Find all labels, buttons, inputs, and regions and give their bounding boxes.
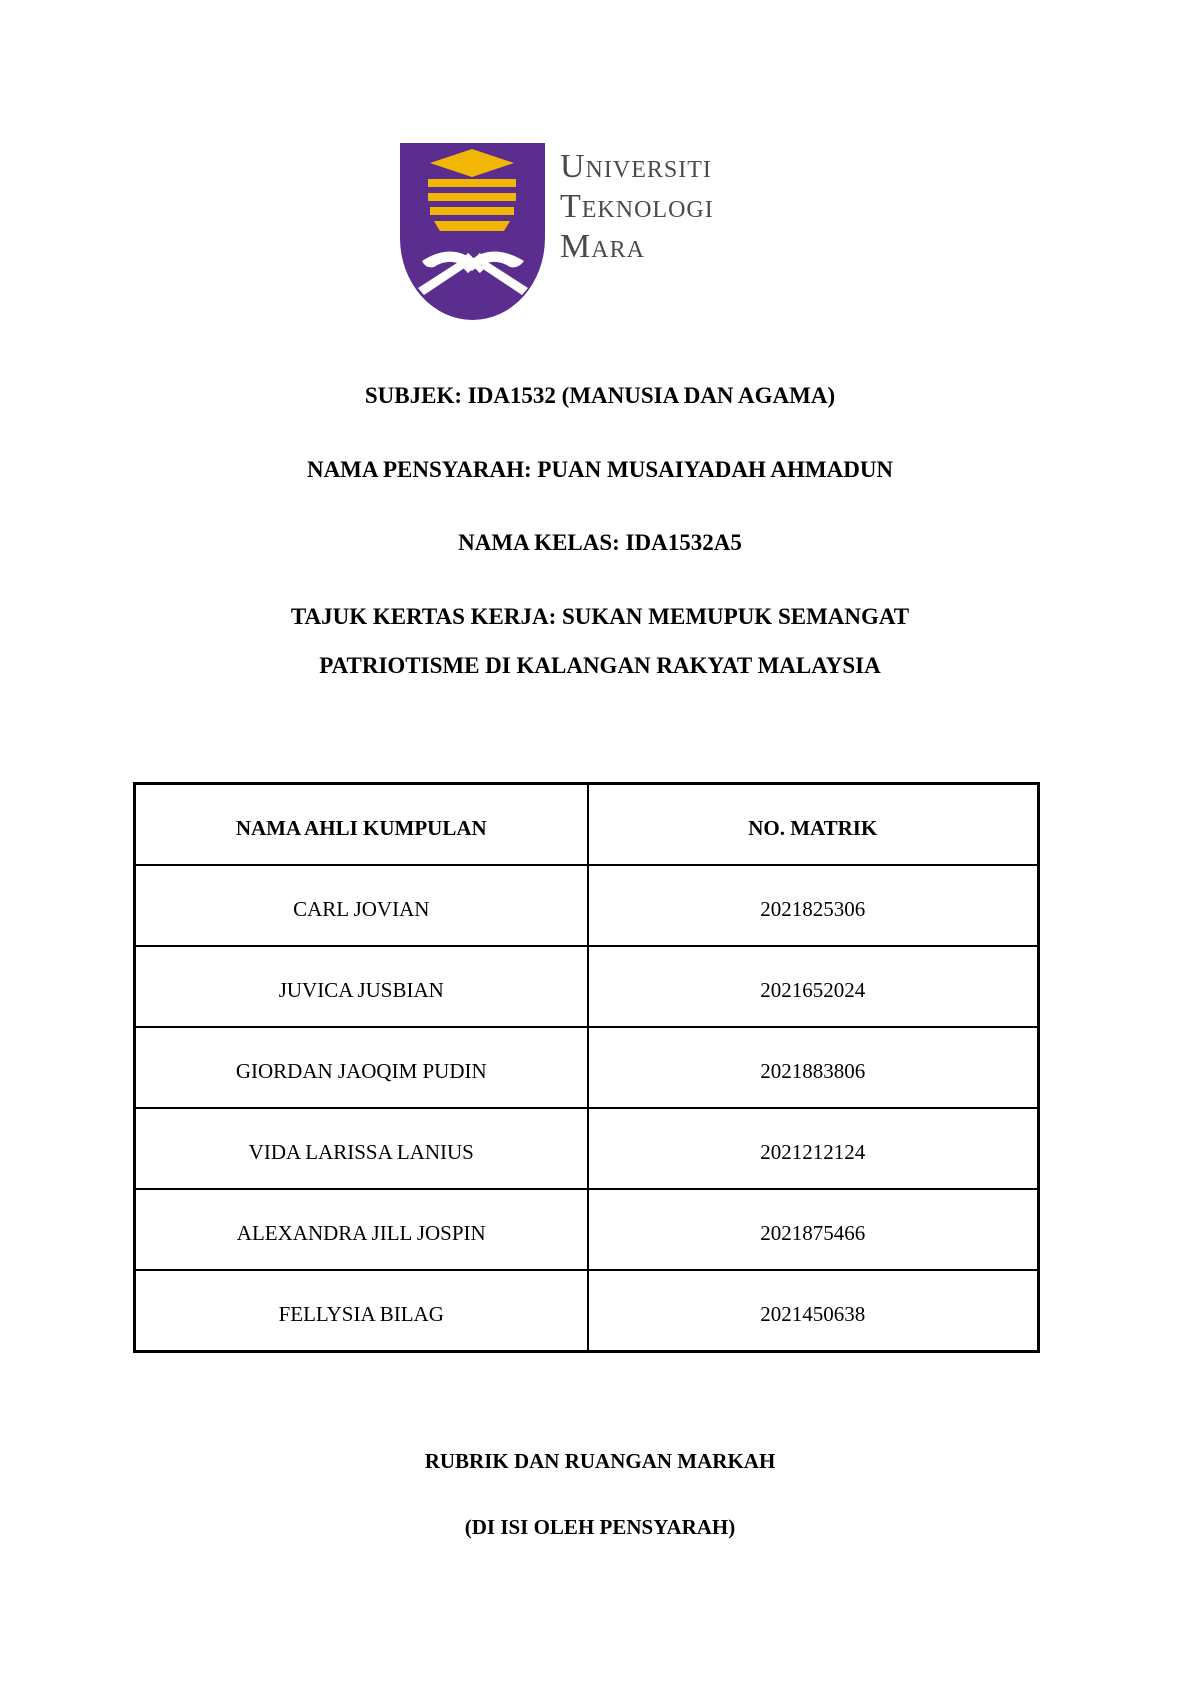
member-name: VIDA LARISSA LANIUS <box>135 1108 588 1189</box>
member-matric: 2021212124 <box>588 1108 1039 1189</box>
rubric-heading: RUBRIK DAN RUANGAN MARKAH <box>424 1449 776 1473</box>
university-logo <box>400 143 800 323</box>
paper-title-line1: TAJUK KERTAS KERJA: SUKAN MEMUPUK SEMANGAT <box>290 604 910 629</box>
subject-heading: SUBJEK: IDA1532 (MANUSIA DAN AGAMA) <box>364 383 836 408</box>
table-row <box>135 1027 1039 1108</box>
header-member-name: NAMA AHLI KUMPULAN <box>135 784 588 866</box>
table-row <box>135 1189 1039 1270</box>
member-matric: 2021652024 <box>588 946 1039 1027</box>
member-matric: 2021883806 <box>588 1027 1039 1108</box>
uitm-crest-icon <box>400 143 550 323</box>
table-row <box>135 946 1039 1027</box>
member-name: FELLYSIA BILAG <box>135 1270 588 1352</box>
university-name-line3: Mara <box>560 228 645 265</box>
table-row <box>135 1108 1039 1189</box>
header-matric-number: NO. MATRIK <box>588 784 1039 866</box>
member-name: ALEXANDRA JILL JOSPIN <box>135 1189 588 1270</box>
table-row <box>135 865 1039 946</box>
table-header-row <box>135 784 1039 866</box>
group-members-table <box>133 782 1040 1353</box>
paper-title-line2: PATRIOTISME DI KALANGAN RAKYAT MALAYSIA <box>319 653 881 678</box>
class-heading: NAMA KELAS: IDA1532A5 <box>458 530 742 555</box>
university-name <box>560 147 714 267</box>
lecturer-heading: NAMA PENSYARAH: PUAN MUSAIYADAH AHMADUN <box>306 457 894 482</box>
member-matric: 2021875466 <box>588 1189 1039 1270</box>
member-matric: 2021450638 <box>588 1270 1039 1352</box>
member-name: JUVICA JUSBIAN <box>135 946 588 1027</box>
member-name: CARL JOVIAN <box>135 865 588 946</box>
member-matric: 2021825306 <box>588 865 1039 946</box>
member-name: GIORDAN JAOQIM PUDIN <box>135 1027 588 1108</box>
university-name-line2: Teknologi <box>560 188 714 225</box>
university-name-line1: Universiti <box>560 148 712 185</box>
table-row <box>135 1270 1039 1352</box>
rubric-note: (DI ISI OLEH PENSYARAH) <box>464 1515 736 1539</box>
